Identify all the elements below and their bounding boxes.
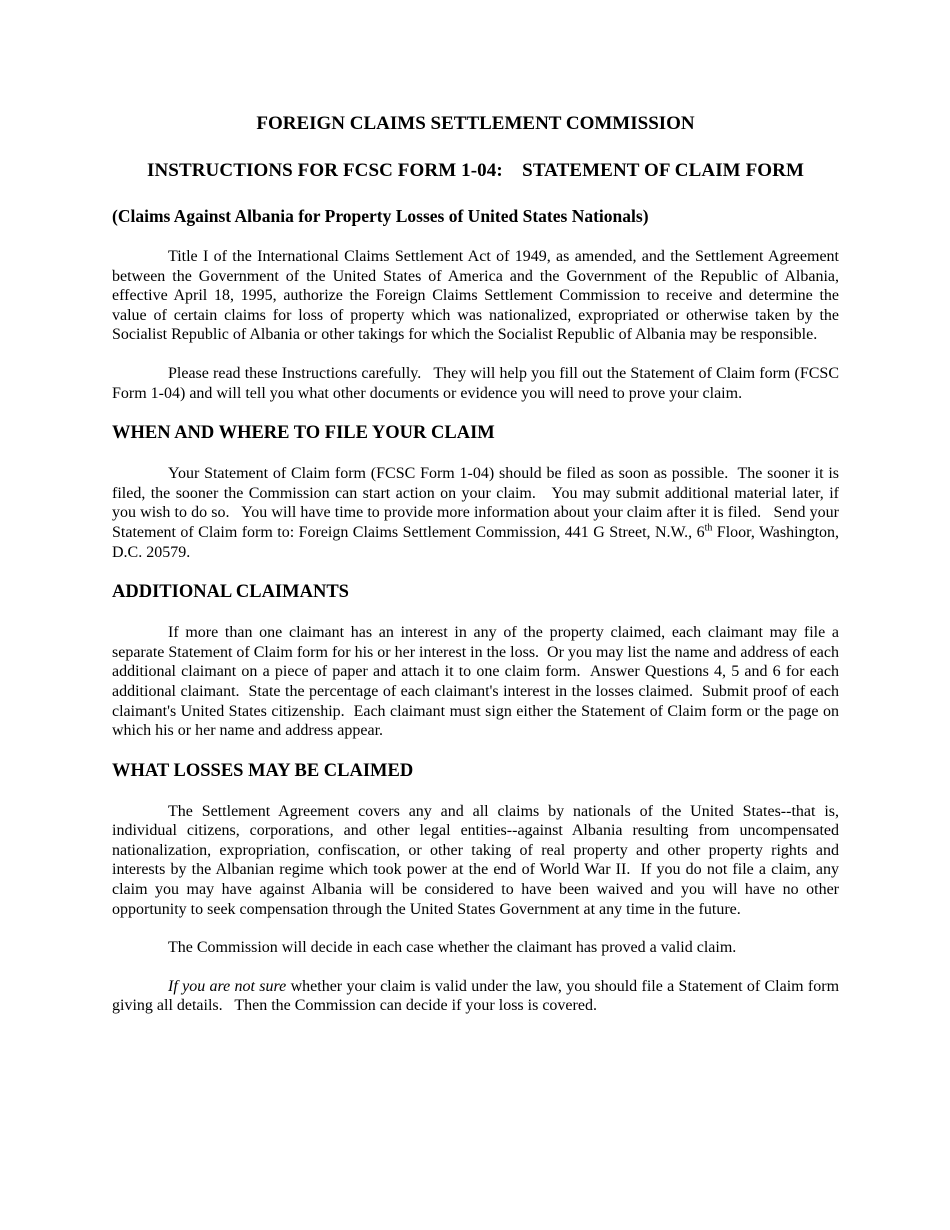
when-where-text: Your Statement of Claim form (FCSC Form 1-04) should be filed as soon as possible. The sooner it is filed, the sooner the Commission can start action on your claim. You may submit additional material later, if you wish to do so. You will have time to provide more information about your claim after it is filed. Send your Statement of Claim form to: Foreign Claims Settlement Commission, 441 G Street, N.W., 6 bbox=[112, 465, 843, 541]
losses-paragraph-1: The Settlement Agreement covers any and all claims by nationals of the United States--that is, individual citizens, corporations, and other legal entities--against Albania resulting from uncompensated nationalization, expropriation, confiscation, or other taking of real property and other property rights and interests by the Albanian regime which took power at the end of World War II. If you do not file a claim, any claim you may have against Albania will be considered to have been waived and you will have no other opportunity to seek compensation through the United States Government at any time in the future. bbox=[112, 802, 843, 918]
losses-paragraph-3-text: whether your claim is valid under the law, you should file a Statement of Claim form giving all details. Then the Commission can decide if your loss is covered. bbox=[112, 977, 844, 1015]
when-where-heading: WHEN AND WHERE TO FILE YOUR CLAIM bbox=[112, 423, 495, 444]
additional-claimants-heading: ADDITIONAL CLAIMANTS bbox=[112, 582, 349, 603]
intro-paragraph-1: Title I of the International Claims Settlement Act of 1949, as amended, and the Settlement Agreement between the Government of the United States of America and the Government of the Republic of Albania, effective April 18, 1995, authorize the Foreign Claims Settlement Commission to receive and determine the value of certain claims for loss of property which was nationalized, expropriated or otherwise taken by the Socialist Republic of Albania or other takings for which the Socialist Republic of Albania may be responsible. bbox=[112, 248, 843, 344]
subtitle: (Claims Against Albania for Property Losses of United States Nationals) bbox=[112, 206, 649, 226]
document-page bbox=[112, 112, 844, 1016]
floor-ordinal-suffix: th bbox=[704, 522, 713, 534]
losses-paragraph-3 bbox=[112, 977, 844, 1016]
losses-heading: WHAT LOSSES MAY BE CLAIMED bbox=[112, 760, 414, 781]
emphasis-not-sure: If you are not sure bbox=[168, 977, 287, 995]
losses-paragraph-2: The Commission will decide in each case whether the claimant has proved a valid claim. bbox=[168, 939, 737, 957]
intro-paragraph-2: Please read these Instructions carefully. They will help you fill out the Statement of Claim form (FCSC Form 1-04) and will tell you what other documents or evidence you will need to prove your claim. bbox=[112, 364, 843, 402]
organization-title: FOREIGN CLAIMS SETTLEMENT COMMISSION bbox=[256, 113, 695, 134]
additional-claimants-paragraph: If more than one claimant has an interest in any of the property claimed, each claimant may file a separate Statement of Claim form for his or her interest in the loss. Or you may list the name and address of each additional claimant on a piece of paper and attach it to one claim form. Answer Questions 4, 5 and 6 for each additional claimant. State the percentage of each claimant's interest in the losses claimed. Submit proof of each claimant's United States citizenship. Each claimant must sign either the Statement of Claim form or the page on which his or her name and address appear. bbox=[112, 624, 843, 740]
when-where-paragraph bbox=[112, 464, 844, 562]
form-title: INSTRUCTIONS FOR FCSC FORM 1-04: STATEMENT OF CLAIM FORM bbox=[146, 160, 805, 181]
when-where-text-end: Floor, Washington, D.C. 20579. bbox=[112, 523, 844, 561]
